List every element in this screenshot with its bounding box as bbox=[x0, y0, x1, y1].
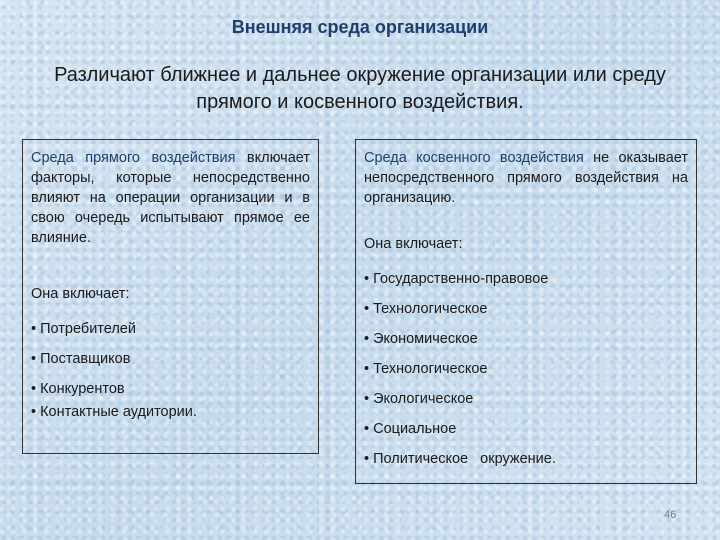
list-item: • Государственно-правовое bbox=[364, 264, 688, 294]
list-item: • Политическое окружение. bbox=[364, 444, 688, 474]
indirect-impact-description: не оказывает непосредственного прямого воздействия на организацию. bbox=[364, 150, 688, 206]
direct-impact-description: включает факторы, которые непосредственно влияют на операции организации и в свою очередь испытывают прямое ее влияние. bbox=[31, 150, 310, 246]
page-number: 46 bbox=[664, 509, 677, 521]
list-item: • Экономическое bbox=[364, 324, 688, 354]
list-item: • Контактные аудитории. bbox=[31, 400, 310, 424]
direct-impact-includes-label: Она включает: bbox=[31, 286, 130, 302]
direct-impact-description-block bbox=[31, 148, 310, 268]
indirect-impact-box bbox=[355, 139, 697, 484]
list-item: • Потребителей bbox=[31, 314, 310, 344]
direct-impact-box bbox=[22, 139, 319, 454]
list-item: • Социальное bbox=[364, 414, 688, 444]
list-item: • Технологическое bbox=[364, 354, 688, 384]
list-item: • Конкурентов bbox=[31, 374, 310, 404]
slide-title: Внешняя среда организации bbox=[231, 17, 489, 37]
direct-impact-list bbox=[31, 314, 310, 424]
indirect-impact-includes-label: Она включает: bbox=[364, 236, 463, 252]
list-item: • Экологическое bbox=[364, 384, 688, 414]
indirect-impact-list bbox=[364, 264, 688, 474]
direct-impact-term: Среда прямого воздействия bbox=[31, 150, 236, 166]
list-item: • Технологическое bbox=[364, 294, 688, 324]
indirect-impact-description-block bbox=[364, 148, 688, 228]
list-item: • Поставщиков bbox=[31, 344, 310, 374]
indirect-impact-term: Среда косвенного воздействия bbox=[364, 150, 584, 166]
slide-subtitle: Различают ближнее и дальнее окружение организации или среду прямого и косвенного воздействия. bbox=[54, 64, 666, 113]
